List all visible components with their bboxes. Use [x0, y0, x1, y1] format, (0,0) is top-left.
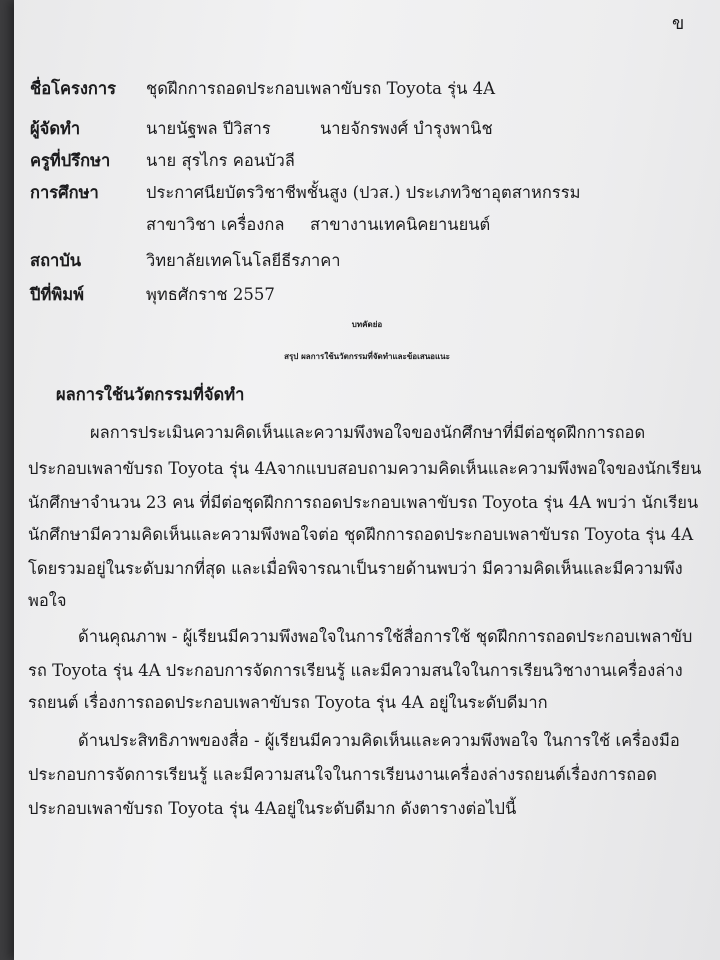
para2-line: รถ Toyota รุ่น 4A ประกอบการจัดการเรียนรู้ และมีความสนใจในการเรียนวิชางานเครื่องล่าง [28, 661, 683, 680]
para2-line: ด้านคุณภาพ - ผู้เรียนมีความพึงพอใจในการใช้สื่อการใช้ ชุดฝึกการถอดประกอบเพลาขับ [78, 627, 693, 646]
para1-line: นักศึกษาจำนวน 23 คน ที่มีต่อชุดฝึกการถอดประกอบเพลาขับรถ Toyota รุ่น 4A พบว่า นักเรียน [28, 493, 699, 512]
document-page [14, 0, 720, 960]
institute-label: สถาบัน [30, 251, 82, 270]
advisor-label: ครูที่ปรึกษา [30, 151, 111, 170]
para1-line: โดยรวมอยู่ในระดับมากที่สุด และเมื่อพิจารณาเป็นรายด้านพบว่า มีความคิดเห็นและมีความพึง [28, 559, 683, 578]
para2-line: รถยนต์ เรื่องการถอดประกอบเพลาขับรถ Toyota รุ่น 4A อยู่ในระดับดีมาก [28, 693, 548, 712]
para3-line: ด้านประสิทธิภาพของสื่อ - ผู้เรียนมีความคิดเห็นและความพึงพอใจ ในการใช้ เครื่องมือ [78, 731, 680, 750]
year-label: ปีที่พิมพ์ [30, 285, 84, 304]
author-1: นายนัฐพล ปีวิสาร [146, 119, 271, 138]
abstract-title: บทคัดย่อ [351, 319, 383, 329]
year-value: พุทธศักราช 2557 [146, 285, 275, 304]
abstract-subtitle: สรุป ผลการใช้นวัตกรรมที่จัดทำและข้อเสนอแนะ [284, 351, 450, 361]
advisor-value: นาย สุรไกร คอนบัวลี [146, 151, 295, 170]
education-value: ประกาศนียบัตรวิชาชีพชั้นสูง (ปวส.) ประเภทวิชาอุตสาหกรรม [146, 183, 581, 202]
education-label: การศึกษา [30, 183, 99, 202]
education-major: สาขาวิชา เครื่องกล [146, 215, 285, 234]
section-heading: ผลการใช้นวัตกรรมที่จัดทำ [56, 385, 245, 404]
institute-value: วิทยาลัยเทคโนโลยีธีรภาคา [146, 251, 341, 270]
project-value: ชุดฝึกการถอดประกอบเพลาขับรถ Toyota รุ่น 4A [146, 79, 496, 98]
para3-line: ประกอบเพลาขับรถ Toyota รุ่น 4Aอยู่ในระดับดีมาก ดังตารางต่อไปนี้ [28, 799, 517, 818]
education-field: สาขางานเทคนิคยานยนต์ [310, 215, 491, 234]
para1-line: พอใจ [28, 591, 67, 610]
author-2: นายจักรพงศ์ บำรุงพานิช [320, 119, 493, 138]
authors-label: ผู้จัดทำ [30, 119, 81, 138]
page-number: ข [672, 13, 685, 34]
para1-line: ประกอบเพลาขับรถ Toyota รุ่น 4Aจากแบบสอบถามความคิดเห็นและความพึงพอใจของนักเรียน [28, 459, 702, 478]
para3-line: ประกอบการจัดการเรียนรู้ และมีความสนใจในการเรียนงานเครื่องล่างรถยนต์เรื่องการถอด [28, 765, 657, 784]
para1-line: นักศึกษามีความคิดเห็นและความพึงพอใจต่อ ชุดฝึกการถอดประกอบเพลาขับรถ Toyota รุ่น 4A [28, 525, 694, 544]
para1-line: ผลการประเมินความคิดเห็นและความพึงพอใจของนักศึกษาที่มีต่อชุดฝึกการถอด [90, 423, 646, 442]
project-label: ชื่อโครงการ [30, 79, 117, 98]
